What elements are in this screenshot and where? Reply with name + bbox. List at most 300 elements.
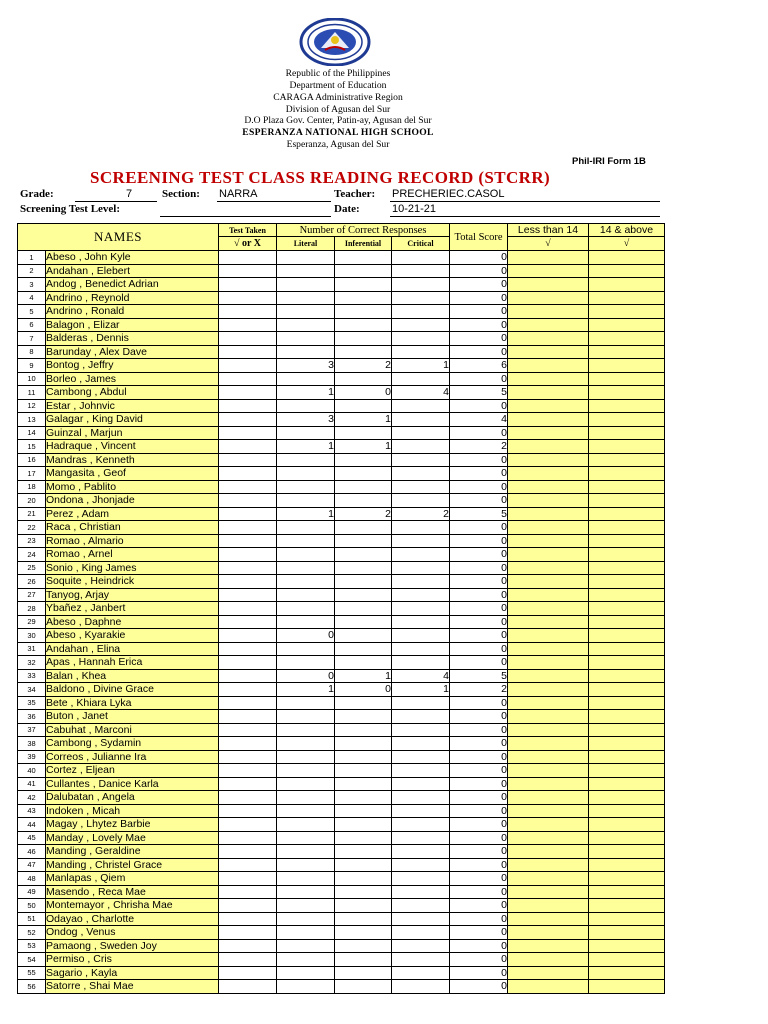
student-name: Andog , Benedict Adrian bbox=[46, 278, 219, 292]
inferential-cell: 2 bbox=[335, 507, 392, 521]
total-score-cell: 0 bbox=[450, 953, 508, 967]
test-taken-cell bbox=[219, 359, 277, 373]
school-name: ESPERANZA NATIONAL HIGH SCHOOL bbox=[242, 127, 434, 138]
fourteen-above-cell bbox=[589, 629, 665, 643]
student-name: Cabuhat , Marconi bbox=[46, 723, 219, 737]
fourteen-above-cell bbox=[589, 264, 665, 278]
test-taken-cell bbox=[219, 521, 277, 535]
student-name: Montemayor , Chrisha Mae bbox=[46, 899, 219, 913]
critical-cell bbox=[392, 413, 450, 427]
row-number: 15 bbox=[18, 440, 46, 454]
inferential-cell bbox=[335, 278, 392, 292]
test-taken-cell bbox=[219, 575, 277, 589]
total-score-cell: 0 bbox=[450, 696, 508, 710]
fourteen-above-cell bbox=[589, 750, 665, 764]
student-name: Ondog , Venus bbox=[46, 926, 219, 940]
fourteen-above-cell bbox=[589, 575, 665, 589]
total-score-cell: 0 bbox=[450, 494, 508, 508]
table-row bbox=[18, 858, 665, 872]
row-number: 7 bbox=[18, 332, 46, 346]
total-score-cell: 0 bbox=[450, 642, 508, 656]
table-row bbox=[18, 710, 665, 724]
fourteen-above-cell bbox=[589, 710, 665, 724]
student-name: Galagar , King David bbox=[46, 413, 219, 427]
critical-cell bbox=[392, 818, 450, 832]
less-than-14-cell bbox=[508, 521, 589, 535]
test-taken-cell bbox=[219, 345, 277, 359]
reading-record-table bbox=[17, 223, 665, 994]
test-taken-cell bbox=[219, 899, 277, 913]
inferential-cell bbox=[335, 345, 392, 359]
row-number: 14 bbox=[18, 426, 46, 440]
total-score-cell: 0 bbox=[450, 588, 508, 602]
col-header-total-score: Total Score bbox=[450, 224, 508, 251]
table-row bbox=[18, 980, 665, 994]
row-number: 43 bbox=[18, 804, 46, 818]
critical-cell bbox=[392, 561, 450, 575]
student-name: Ondona , Jhonjade bbox=[46, 494, 219, 508]
student-name: Romao , Almario bbox=[46, 534, 219, 548]
inferential-cell bbox=[335, 777, 392, 791]
critical-cell bbox=[392, 804, 450, 818]
student-name: Andrino , Reynold bbox=[46, 291, 219, 305]
critical-cell bbox=[392, 845, 450, 859]
literal-cell bbox=[277, 939, 335, 953]
less-than-14-cell bbox=[508, 291, 589, 305]
col-header-inferential: Inferential bbox=[335, 237, 392, 251]
literal-cell bbox=[277, 332, 335, 346]
table-row bbox=[18, 548, 665, 562]
literal-cell bbox=[277, 710, 335, 724]
critical-cell bbox=[392, 548, 450, 562]
inferential-cell bbox=[335, 831, 392, 845]
less-than-14-cell bbox=[508, 332, 589, 346]
critical-cell bbox=[392, 777, 450, 791]
col-header-literal: Literal bbox=[277, 237, 335, 251]
inferential-cell: 2 bbox=[335, 359, 392, 373]
teacher-value: PRECHERIEC.CASOL bbox=[392, 188, 505, 200]
less-than-14-cell bbox=[508, 858, 589, 872]
fourteen-above-cell bbox=[589, 912, 665, 926]
literal-cell bbox=[277, 575, 335, 589]
row-number: 31 bbox=[18, 642, 46, 656]
test-taken-cell bbox=[219, 534, 277, 548]
literal-cell bbox=[277, 858, 335, 872]
critical-cell: 4 bbox=[392, 669, 450, 683]
inferential-cell: 0 bbox=[335, 386, 392, 400]
table-row bbox=[18, 953, 665, 967]
test-taken-cell bbox=[219, 669, 277, 683]
critical-cell bbox=[392, 480, 450, 494]
test-taken-cell bbox=[219, 602, 277, 616]
table-row bbox=[18, 845, 665, 859]
total-score-cell: 0 bbox=[450, 318, 508, 332]
table-row bbox=[18, 305, 665, 319]
fourteen-above-cell bbox=[589, 696, 665, 710]
table-row bbox=[18, 318, 665, 332]
critical-cell bbox=[392, 750, 450, 764]
student-name: Magay , Lhytez Barbie bbox=[46, 818, 219, 832]
test-taken-cell bbox=[219, 291, 277, 305]
level-underline bbox=[160, 216, 331, 217]
test-taken-cell bbox=[219, 453, 277, 467]
row-number: 49 bbox=[18, 885, 46, 899]
test-taken-cell bbox=[219, 804, 277, 818]
less-than-14-cell bbox=[508, 467, 589, 481]
less-than-14-cell bbox=[508, 912, 589, 926]
test-taken-cell bbox=[219, 386, 277, 400]
inferential-cell bbox=[335, 480, 392, 494]
total-score-cell: 0 bbox=[450, 966, 508, 980]
screening-level-label: Screening Test Level: bbox=[20, 203, 121, 215]
total-score-cell: 0 bbox=[450, 723, 508, 737]
critical-cell bbox=[392, 642, 450, 656]
literal-cell bbox=[277, 291, 335, 305]
fourteen-above-cell bbox=[589, 804, 665, 818]
test-taken-cell bbox=[219, 791, 277, 805]
less-than-14-cell bbox=[508, 548, 589, 562]
row-number: 36 bbox=[18, 710, 46, 724]
table-row bbox=[18, 683, 665, 697]
total-score-cell: 0 bbox=[450, 885, 508, 899]
test-taken-cell bbox=[219, 831, 277, 845]
col-header-test-mark: √ or X bbox=[219, 237, 277, 251]
less-than-14-cell bbox=[508, 602, 589, 616]
student-name: Bete , Khiara Lyka bbox=[46, 696, 219, 710]
inferential-cell bbox=[335, 980, 392, 994]
fourteen-above-cell bbox=[589, 939, 665, 953]
row-number: 10 bbox=[18, 372, 46, 386]
less-than-14-cell bbox=[508, 818, 589, 832]
inferential-cell bbox=[335, 710, 392, 724]
row-number: 33 bbox=[18, 669, 46, 683]
fourteen-above-cell bbox=[589, 723, 665, 737]
header-line-republic: Republic of the Philippines bbox=[285, 68, 391, 79]
teacher-label: Teacher: bbox=[334, 188, 376, 200]
inferential-cell bbox=[335, 264, 392, 278]
literal-cell: 0 bbox=[277, 629, 335, 643]
student-name: Baldono , Divine Grace bbox=[46, 683, 219, 697]
table-row bbox=[18, 494, 665, 508]
teacher-underline bbox=[390, 201, 660, 202]
total-score-cell: 0 bbox=[450, 291, 508, 305]
row-number: 11 bbox=[18, 386, 46, 400]
inferential-cell bbox=[335, 521, 392, 535]
literal-cell: 0 bbox=[277, 669, 335, 683]
row-number: 4 bbox=[18, 291, 46, 305]
less-than-14-cell bbox=[508, 737, 589, 751]
less-than-14-cell bbox=[508, 278, 589, 292]
row-number: 12 bbox=[18, 399, 46, 413]
inferential-cell bbox=[335, 548, 392, 562]
critical-cell bbox=[392, 426, 450, 440]
inferential-cell bbox=[335, 561, 392, 575]
student-name: Barunday , Alex Dave bbox=[46, 345, 219, 359]
literal-cell bbox=[277, 831, 335, 845]
less-than-14-cell bbox=[508, 750, 589, 764]
inferential-cell: 1 bbox=[335, 669, 392, 683]
total-score-cell: 0 bbox=[450, 980, 508, 994]
inferential-cell bbox=[335, 602, 392, 616]
literal-cell bbox=[277, 305, 335, 319]
table-row bbox=[18, 818, 665, 832]
less-than-14-cell bbox=[508, 777, 589, 791]
table-row bbox=[18, 966, 665, 980]
inferential-cell bbox=[335, 656, 392, 670]
critical-cell bbox=[392, 305, 450, 319]
fourteen-above-cell bbox=[589, 872, 665, 886]
less-than-14-cell bbox=[508, 696, 589, 710]
fourteen-above-cell bbox=[589, 656, 665, 670]
less-than-14-cell bbox=[508, 588, 589, 602]
fourteen-above-cell bbox=[589, 467, 665, 481]
row-number: 26 bbox=[18, 575, 46, 589]
test-taken-cell bbox=[219, 885, 277, 899]
table-row bbox=[18, 831, 665, 845]
literal-cell bbox=[277, 750, 335, 764]
literal-cell bbox=[277, 534, 335, 548]
fourteen-above-cell bbox=[589, 521, 665, 535]
student-name: Guinzal , Marjun bbox=[46, 426, 219, 440]
literal-cell bbox=[277, 912, 335, 926]
row-number: 54 bbox=[18, 953, 46, 967]
student-name: Estar , Johnvic bbox=[46, 399, 219, 413]
total-score-cell: 5 bbox=[450, 386, 508, 400]
fourteen-above-cell bbox=[589, 386, 665, 400]
grade-value: 7 bbox=[126, 188, 133, 200]
less-than-14-cell bbox=[508, 953, 589, 967]
table-row bbox=[18, 615, 665, 629]
student-name: Cortez , Eljean bbox=[46, 764, 219, 778]
row-number: 55 bbox=[18, 966, 46, 980]
test-taken-cell bbox=[219, 710, 277, 724]
col-header-above-mark: √ bbox=[589, 237, 665, 251]
critical-cell bbox=[392, 629, 450, 643]
student-name: Apas , Hannah Erica bbox=[46, 656, 219, 670]
row-number: 30 bbox=[18, 629, 46, 643]
row-number: 40 bbox=[18, 764, 46, 778]
critical-cell bbox=[392, 372, 450, 386]
test-taken-cell bbox=[219, 642, 277, 656]
table-row bbox=[18, 696, 665, 710]
row-number: 27 bbox=[18, 588, 46, 602]
critical-cell bbox=[392, 345, 450, 359]
fourteen-above-cell bbox=[589, 548, 665, 562]
student-name: Borleo , James bbox=[46, 372, 219, 386]
row-number: 23 bbox=[18, 534, 46, 548]
inferential-cell bbox=[335, 534, 392, 548]
table-row bbox=[18, 345, 665, 359]
test-taken-cell bbox=[219, 264, 277, 278]
student-name: Soquite , Heindrick bbox=[46, 575, 219, 589]
fourteen-above-cell bbox=[589, 966, 665, 980]
critical-cell bbox=[392, 575, 450, 589]
test-taken-cell bbox=[219, 507, 277, 521]
student-rows bbox=[18, 251, 665, 994]
table-row bbox=[18, 359, 665, 373]
literal-cell bbox=[277, 764, 335, 778]
table-row bbox=[18, 453, 665, 467]
fourteen-above-cell bbox=[589, 494, 665, 508]
critical-cell bbox=[392, 399, 450, 413]
test-taken-cell bbox=[219, 696, 277, 710]
inferential-cell bbox=[335, 723, 392, 737]
critical-cell bbox=[392, 264, 450, 278]
student-name: Balderas , Dennis bbox=[46, 332, 219, 346]
inferential-cell bbox=[335, 953, 392, 967]
literal-cell bbox=[277, 318, 335, 332]
total-score-cell: 0 bbox=[450, 480, 508, 494]
table-row bbox=[18, 926, 665, 940]
inferential-cell bbox=[335, 804, 392, 818]
total-score-cell: 2 bbox=[450, 440, 508, 454]
fourteen-above-cell bbox=[589, 440, 665, 454]
literal-cell bbox=[277, 818, 335, 832]
table-row bbox=[18, 440, 665, 454]
total-score-cell: 0 bbox=[450, 372, 508, 386]
row-number: 8 bbox=[18, 345, 46, 359]
test-taken-cell bbox=[219, 939, 277, 953]
critical-cell: 4 bbox=[392, 386, 450, 400]
school-address: Esperanza, Agusan del Sur bbox=[286, 139, 390, 150]
less-than-14-cell bbox=[508, 899, 589, 913]
table-row bbox=[18, 777, 665, 791]
student-name: Manding , Geraldine bbox=[46, 845, 219, 859]
test-taken-cell bbox=[219, 764, 277, 778]
fourteen-above-cell bbox=[589, 899, 665, 913]
literal-cell bbox=[277, 548, 335, 562]
table-row bbox=[18, 669, 665, 683]
table-row bbox=[18, 251, 665, 265]
row-number: 18 bbox=[18, 480, 46, 494]
student-name: Cambong , Sydamin bbox=[46, 737, 219, 751]
test-taken-cell bbox=[219, 737, 277, 751]
literal-cell bbox=[277, 872, 335, 886]
less-than-14-cell bbox=[508, 804, 589, 818]
less-than-14-cell bbox=[508, 359, 589, 373]
critical-cell: 1 bbox=[392, 359, 450, 373]
row-number: 53 bbox=[18, 939, 46, 953]
inferential-cell bbox=[335, 696, 392, 710]
literal-cell bbox=[277, 521, 335, 535]
test-taken-cell bbox=[219, 818, 277, 832]
table-row bbox=[18, 899, 665, 913]
row-number: 48 bbox=[18, 872, 46, 886]
row-number: 6 bbox=[18, 318, 46, 332]
student-name: Romao , Arnel bbox=[46, 548, 219, 562]
literal-cell bbox=[277, 264, 335, 278]
table-row bbox=[18, 399, 665, 413]
table-row bbox=[18, 750, 665, 764]
col-header-less-mark: √ bbox=[508, 237, 589, 251]
less-than-14-cell bbox=[508, 845, 589, 859]
student-name: Sonio , King James bbox=[46, 561, 219, 575]
table-row bbox=[18, 872, 665, 886]
col-header-critical: Critical bbox=[392, 237, 450, 251]
inferential-cell bbox=[335, 872, 392, 886]
fourteen-above-cell bbox=[589, 818, 665, 832]
inferential-cell bbox=[335, 629, 392, 643]
table-row bbox=[18, 372, 665, 386]
fourteen-above-cell bbox=[589, 534, 665, 548]
fourteen-above-cell bbox=[589, 480, 665, 494]
total-score-cell: 0 bbox=[450, 831, 508, 845]
test-taken-cell bbox=[219, 858, 277, 872]
fourteen-above-cell bbox=[589, 791, 665, 805]
total-score-cell: 0 bbox=[450, 939, 508, 953]
test-taken-cell bbox=[219, 278, 277, 292]
grade-underline bbox=[75, 201, 157, 202]
literal-cell bbox=[277, 885, 335, 899]
row-number: 2 bbox=[18, 264, 46, 278]
student-name: Manday , Lovely Mae bbox=[46, 831, 219, 845]
student-name: Perez , Adam bbox=[46, 507, 219, 521]
table-row bbox=[18, 912, 665, 926]
literal-cell bbox=[277, 426, 335, 440]
total-score-cell: 5 bbox=[450, 669, 508, 683]
test-taken-cell bbox=[219, 332, 277, 346]
less-than-14-cell bbox=[508, 372, 589, 386]
student-name: Dalubatan , Angela bbox=[46, 791, 219, 805]
literal-cell bbox=[277, 467, 335, 481]
student-name: Mangasita , Geof bbox=[46, 467, 219, 481]
literal-cell bbox=[277, 399, 335, 413]
literal-cell bbox=[277, 372, 335, 386]
inferential-cell bbox=[335, 912, 392, 926]
header-line-region: CARAGA Administrative Region bbox=[273, 92, 403, 103]
table-row bbox=[18, 291, 665, 305]
inferential-cell bbox=[335, 764, 392, 778]
critical-cell bbox=[392, 291, 450, 305]
literal-cell bbox=[277, 845, 335, 859]
student-name: Masendo , Reca Mae bbox=[46, 885, 219, 899]
inferential-cell bbox=[335, 318, 392, 332]
row-number: 50 bbox=[18, 899, 46, 913]
less-than-14-cell bbox=[508, 872, 589, 886]
critical-cell bbox=[392, 885, 450, 899]
critical-cell bbox=[392, 453, 450, 467]
deped-seal-icon bbox=[299, 18, 371, 66]
row-number: 37 bbox=[18, 723, 46, 737]
less-than-14-cell bbox=[508, 345, 589, 359]
row-number: 35 bbox=[18, 696, 46, 710]
test-taken-cell bbox=[219, 629, 277, 643]
table-row bbox=[18, 278, 665, 292]
less-than-14-cell bbox=[508, 683, 589, 697]
inferential-cell bbox=[335, 575, 392, 589]
table-row bbox=[18, 386, 665, 400]
row-number: 42 bbox=[18, 791, 46, 805]
fourteen-above-cell bbox=[589, 602, 665, 616]
row-number: 52 bbox=[18, 926, 46, 940]
literal-cell: 1 bbox=[277, 683, 335, 697]
row-number: 39 bbox=[18, 750, 46, 764]
critical-cell bbox=[392, 467, 450, 481]
fourteen-above-cell bbox=[589, 426, 665, 440]
fourteen-above-cell bbox=[589, 885, 665, 899]
critical-cell bbox=[392, 831, 450, 845]
fourteen-above-cell bbox=[589, 332, 665, 346]
less-than-14-cell bbox=[508, 885, 589, 899]
table-row bbox=[18, 426, 665, 440]
less-than-14-cell bbox=[508, 966, 589, 980]
table-row bbox=[18, 575, 665, 589]
critical-cell bbox=[392, 494, 450, 508]
literal-cell bbox=[277, 480, 335, 494]
test-taken-cell bbox=[219, 305, 277, 319]
less-than-14-cell bbox=[508, 831, 589, 845]
fourteen-above-cell bbox=[589, 561, 665, 575]
